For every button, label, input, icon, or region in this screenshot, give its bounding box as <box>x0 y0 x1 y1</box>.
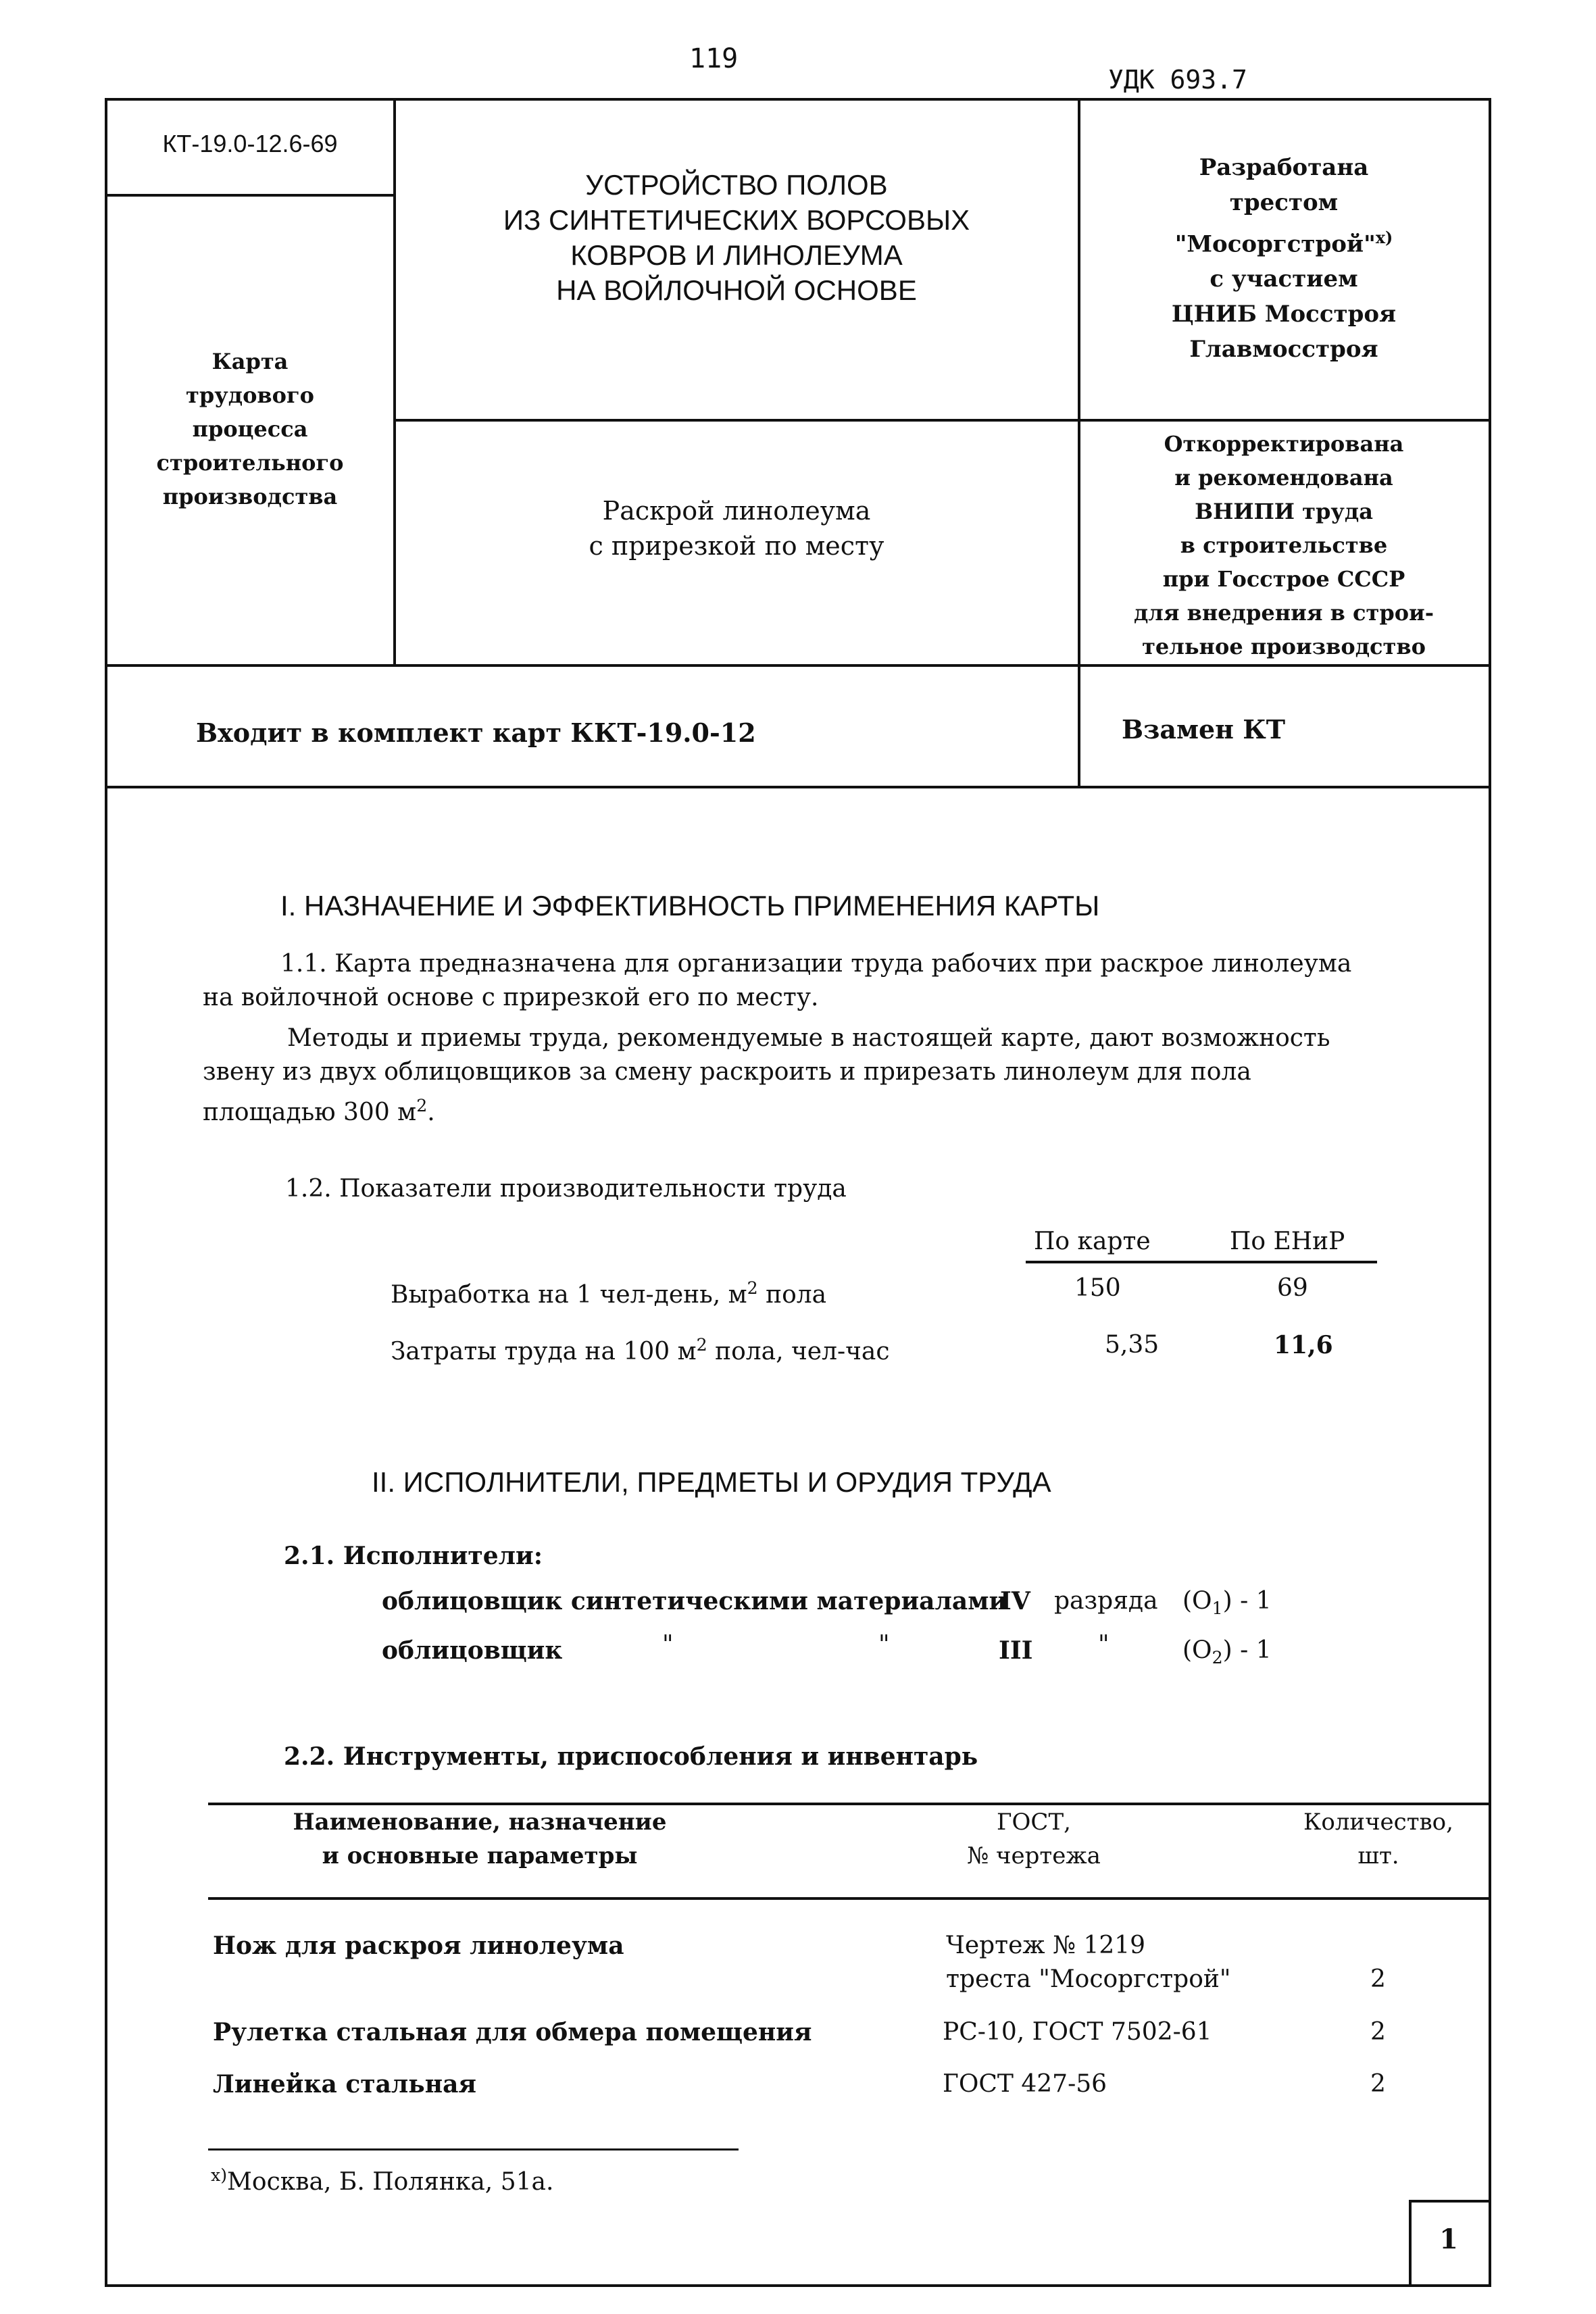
gost-line: треста "Мосоргстрой" <box>946 1965 1231 1993</box>
ditto-mark: " <box>662 1631 674 1659</box>
grid-line-set-bottom <box>105 786 1490 788</box>
developed-line: Разработана <box>1199 154 1369 181</box>
productivity-row-label <box>391 1272 826 1312</box>
gost-line: РС-10, ГОСТ 7502-61 <box>943 2018 1212 2046</box>
grid-line-v2 <box>1078 98 1080 787</box>
subtitle-line: с прирезкой по месту <box>589 531 884 561</box>
card-type-line: производства <box>162 484 338 509</box>
footnote-mark: x) <box>1375 228 1393 247</box>
card-subtitle <box>399 493 1074 563</box>
developed-line: Главмосстроя <box>1189 336 1378 363</box>
section1-para2 <box>203 1022 1487 1130</box>
worker-name: облицовщик <box>382 1636 563 1665</box>
row-label-after: пола <box>757 1281 827 1309</box>
section2-para2: 2.2. Инструменты, приспособления и инвентарь <box>284 1742 978 1771</box>
card-type-line: строительного <box>156 450 344 476</box>
productivity-card-value: 5,35 <box>1105 1331 1159 1359</box>
page-number: 119 <box>689 43 739 74</box>
card-code: КТ-19.0-12.6-69 <box>162 130 338 157</box>
row-label-text: Выработка на 1 чел-день, м <box>391 1281 747 1309</box>
worker-code <box>1182 1634 1272 1675</box>
footnote-rule <box>208 2148 739 2150</box>
title-line: ИЗ СИНТЕТИЧЕСКИХ ВОРСОВЫХ <box>503 204 970 236</box>
gost-line: Чертеж № 1219 <box>946 1932 1146 1959</box>
header-line: Количество, <box>1303 1809 1453 1836</box>
worker-code-index: 1 <box>1212 1599 1223 1619</box>
grid-line-code-bottom <box>105 194 395 197</box>
section1-para1 <box>203 947 1487 1015</box>
worker-grade-word: разряда <box>1054 1587 1158 1615</box>
developed-line <box>1081 220 1487 261</box>
tool-name: Рулетка стальная для обмера помещения <box>213 2018 812 2046</box>
area-text: площадью 300 м <box>203 1099 417 1126</box>
corrected-line: Откорректирована <box>1164 431 1404 457</box>
corrected-line: для внедрения в строи- <box>1133 600 1435 626</box>
worker-code <box>1182 1584 1272 1626</box>
replaces-label: Взамен КТ <box>1122 714 1286 745</box>
worker-code-index: 2 <box>1212 1648 1223 1668</box>
tool-name: Нож для раскроя линолеума <box>213 1932 624 1960</box>
section1-para3: 1.2. Показатели производительности труда <box>285 1175 847 1203</box>
corrected-line: в строительстве <box>1180 532 1388 558</box>
card-type-line: трудового <box>186 382 314 408</box>
section2-para1: 2.1. Исполнители: <box>284 1542 543 1570</box>
tool-gost <box>943 2067 1107 2101</box>
para-line: звену из двух облицовщиков за смену раскроить и прирезать линолеум для пола <box>203 1058 1251 1086</box>
card-title <box>399 168 1074 308</box>
tool-gost <box>946 1929 1230 1996</box>
worker-grade-word: " <box>1098 1631 1109 1659</box>
footnote-text: Москва, Б. Полянка, 51а. <box>227 2168 554 2196</box>
frame-left <box>105 98 107 2287</box>
header-line: шт. <box>1357 1842 1399 1869</box>
header-line: Наименование, назначение <box>293 1809 667 1836</box>
developed-line: с участием <box>1210 266 1358 293</box>
corrected-line: ВНИПИ труда <box>1195 499 1373 524</box>
developed-line: ЦНИБ Мосстроя <box>1171 301 1397 328</box>
footnote <box>211 2159 553 2199</box>
developed-org: "Мосоргстрой" <box>1174 230 1376 258</box>
row-label-exponent: 2 <box>747 1278 758 1298</box>
title-line: УСТРОЙСТВО ПОЛОВ <box>585 169 888 201</box>
tool-qty: 2 <box>1370 2070 1386 2098</box>
tools-table-header-rule <box>208 1897 1489 1900</box>
set-label: Входит в комплект карт ККТ-19.0-12 <box>196 718 756 748</box>
udk-code: УДК 693.7 <box>1108 65 1247 95</box>
header-line: ГОСТ, <box>997 1809 1071 1836</box>
worker-count: ) - 1 <box>1222 1636 1272 1664</box>
para-line: Методы и приемы труда, рекомендуемые в настоящей карте, дают возможность <box>287 1024 1330 1052</box>
grid-line-mid <box>393 419 1490 422</box>
sheet-number: 1 <box>1439 2223 1458 2255</box>
worker-name: облицовщик синтетическими материалами <box>382 1587 1007 1615</box>
frame-top <box>105 98 1490 101</box>
subtitle-line: Раскрой линолеума <box>602 496 871 526</box>
frame-right <box>1489 98 1491 2287</box>
row-label-exponent: 2 <box>696 1335 707 1355</box>
productivity-header-rule <box>1026 1261 1377 1263</box>
worker-grade: III <box>999 1636 1033 1665</box>
productivity-enir-value: 69 <box>1277 1274 1308 1302</box>
section1-heading: I. НАЗНАЧЕНИЕ И ЭФФЕКТИВНОСТЬ ПРИМЕНЕНИЯ КАРТЫ <box>280 890 1100 922</box>
col-header-card: По карте <box>1034 1228 1151 1255</box>
frame-bottom <box>105 2284 1491 2287</box>
productivity-card-value: 150 <box>1074 1274 1121 1302</box>
footnote-mark: x) <box>211 2165 228 2185</box>
corrected-line: и рекомендована <box>1174 465 1393 491</box>
para-line <box>203 1089 1487 1130</box>
tools-header-gost <box>912 1805 1155 1873</box>
worker-count: ) - 1 <box>1222 1587 1272 1615</box>
gost-line: ГОСТ 427-56 <box>943 2070 1107 2098</box>
para-line: 1.1. Карта предназначена для организации труда рабочих при раскрое линолеума <box>280 950 1352 978</box>
card-type-line: процесса <box>192 416 308 442</box>
ditto-mark: " <box>878 1631 890 1659</box>
col-header-enir: По ЕНиР <box>1230 1228 1345 1255</box>
tools-header-name <box>264 1805 696 1873</box>
area-end: . <box>427 1099 435 1126</box>
developed-line: трестом <box>1229 189 1339 216</box>
productivity-enir-value: 11,6 <box>1274 1331 1333 1359</box>
row-label-text: Затраты труда на 100 м <box>391 1338 697 1365</box>
worker-code-text: (О <box>1182 1587 1212 1615</box>
card-type <box>108 345 392 513</box>
para-line: на войлочной основе с прирезкой его по месту. <box>203 984 819 1011</box>
card-type-line: Карта <box>211 349 289 374</box>
grid-line-v1 <box>393 98 396 665</box>
title-line: КОВРОВ И ЛИНОЛЕУМА <box>570 239 903 271</box>
corrected-line: тельное производство <box>1142 634 1426 659</box>
section2-heading: II. ИСПОЛНИТЕЛИ, ПРЕДМЕТЫ И ОРУДИЯ ТРУДА <box>372 1466 1051 1498</box>
worker-code-text: (О <box>1182 1636 1212 1664</box>
area-exponent: 2 <box>416 1096 428 1115</box>
tool-gost <box>943 2015 1212 2049</box>
row-label-after: пола, чел-час <box>707 1338 890 1365</box>
grid-line-header-bottom <box>105 664 1490 667</box>
tools-header-qty <box>1270 1805 1487 1873</box>
corrected-by <box>1081 427 1487 663</box>
header-line: № чертежа <box>967 1842 1101 1869</box>
productivity-row-label <box>391 1328 890 1369</box>
tool-qty: 2 <box>1370 1965 1386 1993</box>
worker-grade: IV <box>1000 1587 1030 1615</box>
tool-qty: 2 <box>1370 2018 1386 2046</box>
developed-by <box>1081 150 1487 367</box>
tool-name: Линейка стальная <box>213 2070 476 2098</box>
title-line: НА ВОЙЛОЧНОЙ ОСНОВЕ <box>556 274 917 306</box>
corrected-line: при Госстрое СССР <box>1162 566 1405 592</box>
header-line: и основные параметры <box>322 1842 638 1869</box>
